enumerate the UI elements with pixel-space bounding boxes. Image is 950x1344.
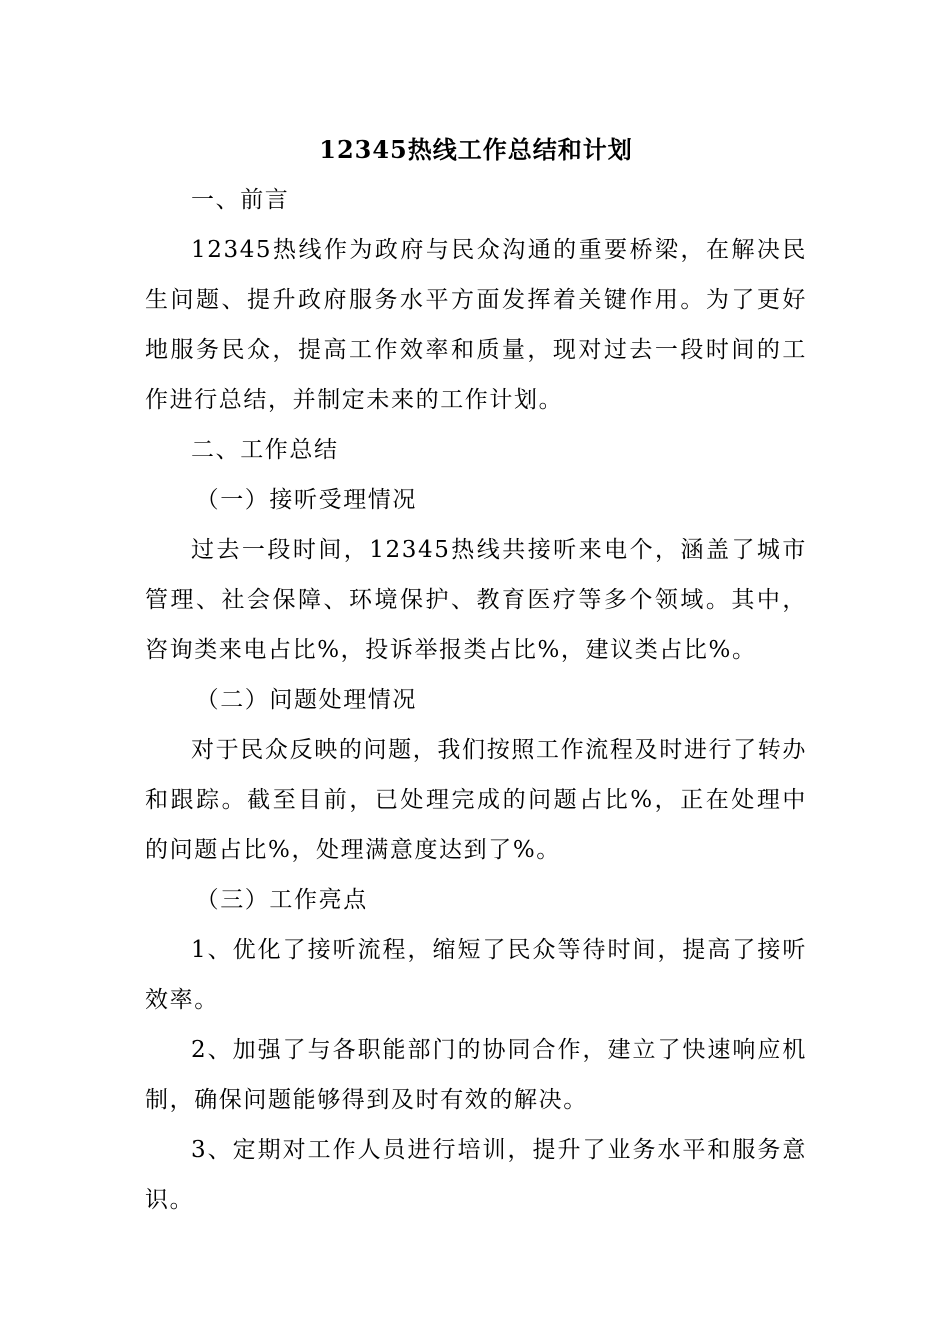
paragraph-answering: 过去一段时间，12345热线共接听来电个，涵盖了城市管理、社会保障、环境保护、教育医疗等多个领域。其中，咨询类来电占比%，投诉举报类占比%，建议类占比%。 [145, 537, 807, 663]
highlight-item-2: 2、加强了与各职能部门的协同合作，建立了快速响应机制，确保问题能够得到及时有效的解决。 [145, 1037, 807, 1113]
subsection-heading-answering: （一）接听受理情况 [195, 487, 417, 513]
subsection-heading-highlights: （三）工作亮点 [195, 887, 368, 913]
document-title: 12345热线工作总结和计划 [319, 135, 633, 164]
highlight-item-3: 3、定期对工作人员进行培训，提升了业务水平和服务意识。 [145, 1137, 807, 1213]
section-heading-preface: 一、前言 [191, 187, 290, 213]
section-heading-summary: 二、工作总结 [191, 437, 339, 463]
subsection-heading-handling: （二）问题处理情况 [195, 687, 417, 713]
paragraph-handling: 对于民众反映的问题，我们按照工作流程及时进行了转办和跟踪。截至目前，已处理完成的问题占比%，正在处理中的问题占比%，处理满意度达到了%。 [145, 737, 807, 863]
paragraph-preface: 12345热线作为政府与民众沟通的重要桥梁，在解决民生问题、提升政府服务水平方面发挥着关键作用。为了更好地服务民众，提高工作效率和质量，现对过去一段时间的工作进行总结，并制定未来的工作计划。 [145, 237, 807, 413]
highlight-item-1: 1、优化了接听流程，缩短了民众等待时间，提高了接听效率。 [145, 937, 807, 1013]
document-body [145, 125, 807, 1225]
